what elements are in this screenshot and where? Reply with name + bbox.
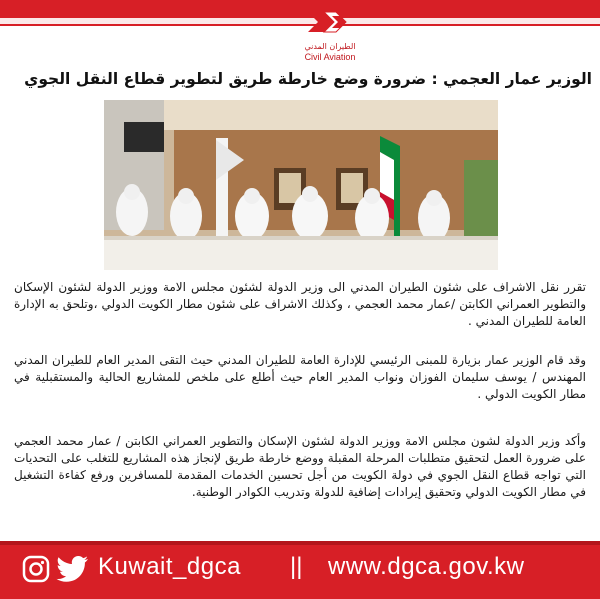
- logo-english-name: Civil Aviation: [304, 52, 356, 62]
- logo-arabic-name: الطيران المدني: [304, 42, 356, 51]
- meeting-photo: [104, 100, 498, 270]
- headline: الوزير عمار العجمي : ضرورة وضع خارطة طريق لتطوير قطاع النقل الجوي: [24, 70, 592, 88]
- twitter-icon[interactable]: [56, 555, 90, 583]
- paragraph-2: وقد قام الوزير عمار بزيارة للمبنى الرئيسي للإدارة العامة للطيران المدني حيث التقى المدير العام للطيران المدني المهندس / يوسف سليمان الفوزان ونواب المدير العام حيث أطلع على ملخص للمشاريع الحالية والمستقبلية في مطار الكويت الدولي .: [14, 353, 586, 401]
- civil-aviation-logo: [290, 8, 370, 66]
- paragraph-3: وأكد وزير الدولة لشون مجلس الامة ووزير الدولة لشئون الإسكان والتطوير العمراني الكابتن / عمار محمد العجمي على ضرورة العمل لتحقيق متطلبات المرحلة المقبلة ووضع خارطة طريق لإنجاز هذه المشاريع للتغلب على التحديات التي تواجه قطاع النقل الجوي في دولة الكويت من أجل تحسين الخدمات المقدمة للمسافرين ورفع كفاءة التشغيل في مطار الكويت الدولي وتحقيق إيرادات إضافية للدولة وتدريب الكوادر الوطنية.: [14, 434, 586, 499]
- footer-stripe: [0, 541, 600, 545]
- civil-aviation-chevron-icon: [306, 8, 354, 36]
- website-link[interactable]: www.dgca.gov.kw: [328, 553, 525, 580]
- instagram-icon[interactable]: [22, 555, 50, 583]
- paragraph-1: تقرر نقل الاشراف على شئون الطيران المدني الى وزير الدولة لشئون مجلس الامة ووزير الدولة لشئون الإسكان والتطوير العمراني الكابتن /عمار محمد العجمي ، وكذلك الاشراف على شئون مطار الكويت الدولي ،وتلحق به الإدارة العامة للطيران المدني .: [14, 280, 586, 328]
- footer-separator: ||: [290, 553, 303, 580]
- social-handle[interactable]: Kuwait_dgca: [98, 553, 241, 580]
